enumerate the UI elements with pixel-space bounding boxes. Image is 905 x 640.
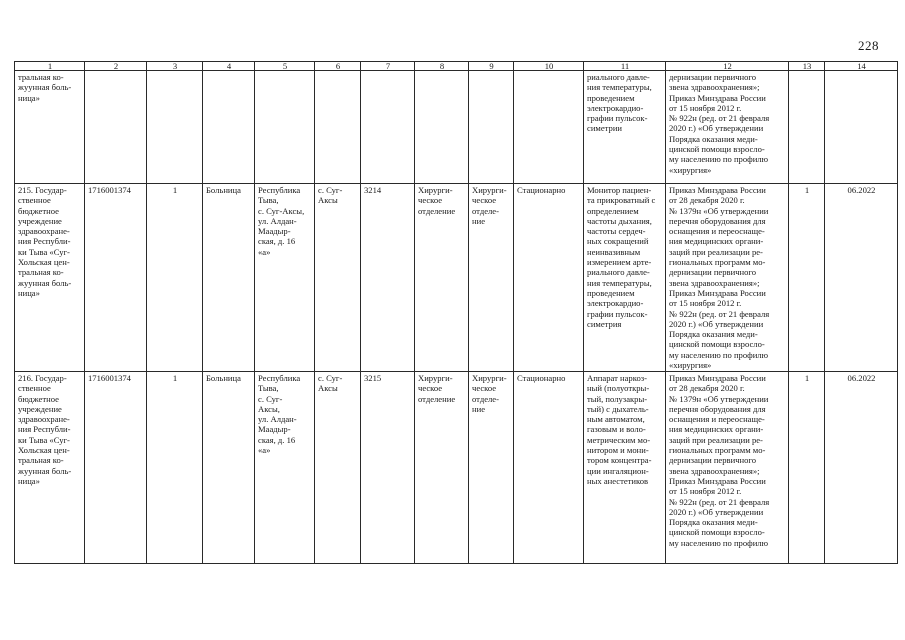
table-cell [415, 71, 469, 184]
table-cell [469, 71, 514, 184]
column-header: 6 [315, 62, 361, 71]
column-header: 14 [825, 62, 898, 71]
table-cell: Хирурги- ческое отделение [415, 184, 469, 372]
table-row [15, 71, 898, 184]
table-cell: 216. Государ- ственное бюджетное учреждение здравоохране- ния Республи- ки Тыва «Суг- Хольская цен- тральная ко- жуунная боль- ница» [15, 372, 85, 564]
table-cell: 3215 [361, 372, 415, 564]
column-header: 5 [255, 62, 315, 71]
table-row [15, 372, 898, 564]
column-header: 11 [584, 62, 666, 71]
table-cell: Больница [203, 372, 255, 564]
table-cell [85, 71, 147, 184]
table-cell: Стационарно [514, 372, 584, 564]
table-cell: 1 [789, 184, 825, 372]
equipment-table [14, 61, 898, 564]
table-cell [825, 71, 898, 184]
column-header: 7 [361, 62, 415, 71]
table-cell: Республика Тыва, с. Суг-Аксы, ул. Алдан- Маадыр- ская, д. 16 «а» [255, 184, 315, 372]
column-header: 9 [469, 62, 514, 71]
table-cell [255, 71, 315, 184]
table-cell: 06.2022 [825, 184, 898, 372]
table-cell: с. Суг- Аксы [315, 184, 361, 372]
table-cell [789, 71, 825, 184]
table-cell [147, 71, 203, 184]
column-header: 2 [85, 62, 147, 71]
column-header: 1 [15, 62, 85, 71]
table-cell: 1 [147, 184, 203, 372]
table-cell: дернизации первичного звена здравоохранения»; Приказ Минздрава России от 15 ноября 2012 г. № 922н (ред. от 21 февраля 2020 г.) «Об утверждении Порядка оказания меди- цинской помощи взросло- му населению по профилю «хирургия» [666, 71, 789, 184]
column-header: 12 [666, 62, 789, 71]
table-cell: 1 [147, 372, 203, 564]
table-cell: Приказ Минздрава России от 28 декабря 2020 г. № 1379н «Об утверждении перечня оборудования для оснащения и переоснаще- ния медицинских органи- заций при реализации ре- гиональных программ мо- дернизации первичного звена здравоохранения»; Приказ Минздрава России от 15 ноября 2012 г. № 922н (ред. от 21 февраля 2020 г.) «Об утверждении Порядка оказания меди- цинской помощи взросло- му населению по профилю «хирургия» [666, 184, 789, 372]
table-cell: тральная ко- жуунная боль- ница» [15, 71, 85, 184]
column-header: 4 [203, 62, 255, 71]
table-cell [203, 71, 255, 184]
table-cell: Хирурги- ческое отделение [415, 372, 469, 564]
table-cell [315, 71, 361, 184]
column-header: 10 [514, 62, 584, 71]
table-cell: Хирурги- ческое отделе- ние [469, 184, 514, 372]
table-cell: Аппарат наркоз- ный (полуоткры- тый, полузакры- тый) с дыхатель- ным автоматом, газовым и воло- метрическим мо- нитором и мони- тором концентра- ции ингаляцион- ных анестетиков [584, 372, 666, 564]
table-cell: 1716001374 [85, 372, 147, 564]
table-cell: Республика Тыва, с. Суг- Аксы, ул. Алдан- Маадыр- ская, д. 16 «а» [255, 372, 315, 564]
table-cell: Хирурги- ческое отделе- ние [469, 372, 514, 564]
table-cell [514, 71, 584, 184]
page-number: 228 [858, 38, 879, 53]
table-cell [361, 71, 415, 184]
table-cell: 1 [789, 372, 825, 564]
table-cell: Приказ Минздрава России от 28 декабря 2020 г. № 1379н «Об утверждении перечня оборудования для оснащения и переоснаще- ния медицинских органи- заций при реализации ре- гиональных программ мо- дернизации первичного звена здравоохранения»; Приказ Минздрава России от 15 ноября 2012 г. № 922н (ред. от 21 февраля 2020 г.) «Об утверждении Порядка оказания меди- цинской помощи взросло- му населению по профилю [666, 372, 789, 564]
table-row [15, 184, 898, 372]
column-header: 3 [147, 62, 203, 71]
table-cell: Стационарно [514, 184, 584, 372]
table-cell: 3214 [361, 184, 415, 372]
column-header: 8 [415, 62, 469, 71]
table-cell: Монитор пациен- та прикроватный с определением частоты дыхания, частоты сердеч- ных сокращений неинвазивным измерением арте- риального давле- ния температуры, проведением электрокардио- графии пульсок- симетрия [584, 184, 666, 372]
column-number-row [15, 62, 898, 71]
column-header: 13 [789, 62, 825, 71]
table-cell: 06.2022 [825, 372, 898, 564]
table-cell: риального давле- ния температуры, проведением электрокардио- графии пульсок- симетрии [584, 71, 666, 184]
table-cell: 215. Государ- ственное бюджетное учреждение здравоохране- ния Республи- ки Тыва «Суг- Хольская цен- тральная ко- жуунная боль- ница» [15, 184, 85, 372]
table-cell: 1716001374 [85, 184, 147, 372]
table-cell: с. Суг- Аксы [315, 372, 361, 564]
table-cell: Больница [203, 184, 255, 372]
